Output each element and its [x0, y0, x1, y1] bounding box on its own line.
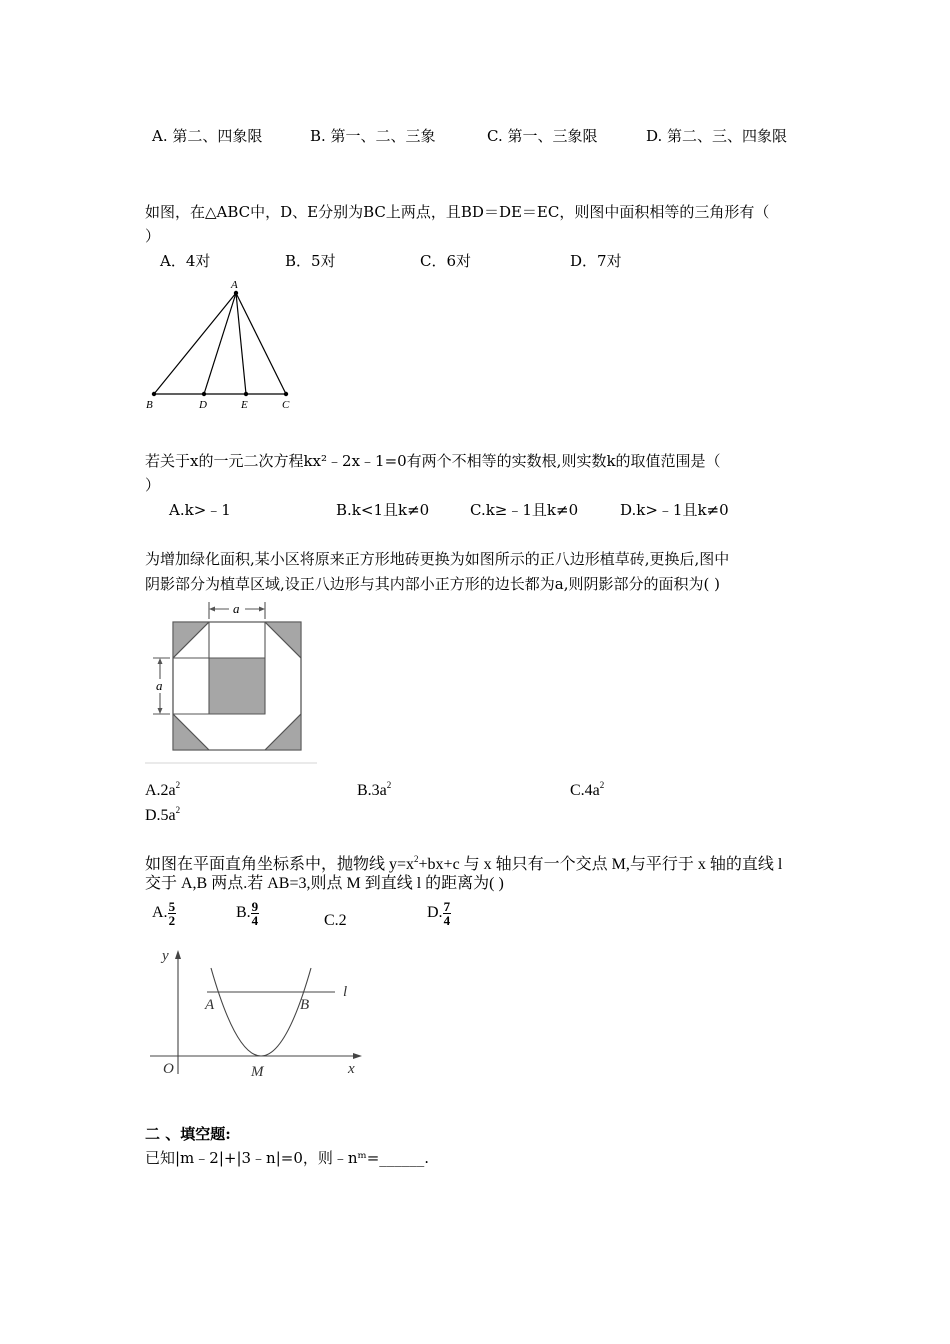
question-text: 如图，在△ABC中，D、E分别为BC上两点，且BD＝DE＝EC，则图中面积相等的三角形有（: [145, 203, 770, 221]
option-a-text: A.2a: [145, 782, 176, 799]
option-a: [152, 900, 176, 927]
parabola-figure: [145, 946, 370, 1081]
option-b-prefix: B.: [236, 904, 251, 922]
option-b-exponent: 2: [386, 780, 392, 790]
question-text: 若关于x的一元二次方程kx²﹣2x﹣1=0有两个不相等的实数根,则实数k的取值范围是（: [145, 452, 721, 470]
exponent: 2: [414, 854, 419, 864]
option-a: [145, 775, 180, 801]
question-text-cont: ）: [145, 476, 161, 494]
option-c-text: C.4a: [570, 782, 600, 799]
denominator: 4: [443, 913, 451, 928]
numerator: 5: [168, 899, 176, 914]
numerator: 9: [251, 899, 259, 914]
fraction: [168, 900, 177, 927]
vertex-label-a: A: [231, 279, 238, 291]
vertex-label-b: B: [146, 399, 153, 411]
option-d-text: D.5a: [145, 807, 176, 824]
question-text: 为增加绿化面积,某小区将原来正方形地砖更换为如图所示的正八边形植草砖,更换后,图中: [145, 550, 730, 568]
option-a-prefix: A.: [152, 904, 168, 922]
numerator: 7: [443, 899, 451, 914]
line-label-l: l: [343, 984, 348, 1000]
option-c: [570, 775, 604, 801]
option-d-exponent: 2: [175, 805, 181, 815]
origin-label: O: [163, 1061, 174, 1077]
point-label-a: A: [205, 997, 215, 1013]
question-text-cont: 交于 A,B 两点.若 AB=3,则点 M 到直线 l 的距离为( ): [145, 875, 504, 892]
option-d: D.k>﹣1且k≠0: [620, 501, 729, 519]
point-label-b: B: [300, 997, 310, 1013]
point-label-m: M: [251, 1064, 264, 1080]
side-label-top: a: [233, 601, 240, 616]
question-text-part2: +bx+c 与 x 轴只有一个交点 M,与平行于 x 轴的直线 l: [418, 856, 783, 873]
question-text-cont: 阴影部分为植草区域,设正八边形与其内部小正方形的边长都为a,则阴影部分的面积为( ): [145, 575, 720, 593]
option-b-text: B.3a: [357, 782, 387, 799]
side-label-left: a: [156, 678, 163, 693]
option-b: [236, 900, 259, 927]
triangle-figure: [140, 276, 300, 416]
option-c-exponent: 2: [599, 780, 605, 790]
option-d: [427, 900, 451, 927]
question-text-cont: ）: [145, 227, 161, 245]
denominator: 2: [168, 913, 176, 928]
option-c: C．6对: [420, 252, 472, 270]
option-c: C.k≥﹣1且k≠0: [470, 501, 579, 519]
question-text: [145, 849, 782, 875]
fraction: [251, 900, 260, 927]
option-b: B. 第一、二、三象: [310, 127, 436, 145]
vertex-label-c: C: [282, 399, 290, 411]
option-a: A.k>﹣1: [169, 501, 231, 519]
denominator: 4: [251, 913, 259, 928]
fraction: [443, 900, 452, 927]
option-a: A. 第二、四象限: [152, 127, 263, 145]
option-d-prefix: D.: [427, 904, 443, 922]
vertex-label-e: E: [241, 399, 248, 411]
option-b: B．5对: [285, 252, 336, 270]
option-d: [145, 800, 180, 826]
vertex-label-d: D: [199, 399, 207, 411]
option-b: B.k<1且k≠0: [336, 501, 430, 519]
octagon-tile-figure: [145, 597, 320, 767]
question-text-part1: 如图在平面直角坐标系中，抛物线 y=x: [145, 856, 415, 873]
option-a-exponent: 2: [175, 780, 181, 790]
section-heading: 二 、填空题:: [145, 1125, 231, 1143]
option-d: D．7对: [570, 252, 622, 270]
axis-label-x: x: [348, 1061, 355, 1077]
option-a: A．4对: [160, 252, 211, 270]
option-c: C.2: [324, 912, 347, 929]
axis-label-y: y: [162, 948, 169, 964]
option-c: C. 第一、三象限: [487, 127, 598, 145]
option-d: D. 第二、三、四象限: [646, 127, 788, 145]
option-b: [357, 775, 391, 801]
question-text: 已知|m﹣2|+|3﹣n|=0，则﹣nᵐ=______.: [145, 1149, 430, 1167]
